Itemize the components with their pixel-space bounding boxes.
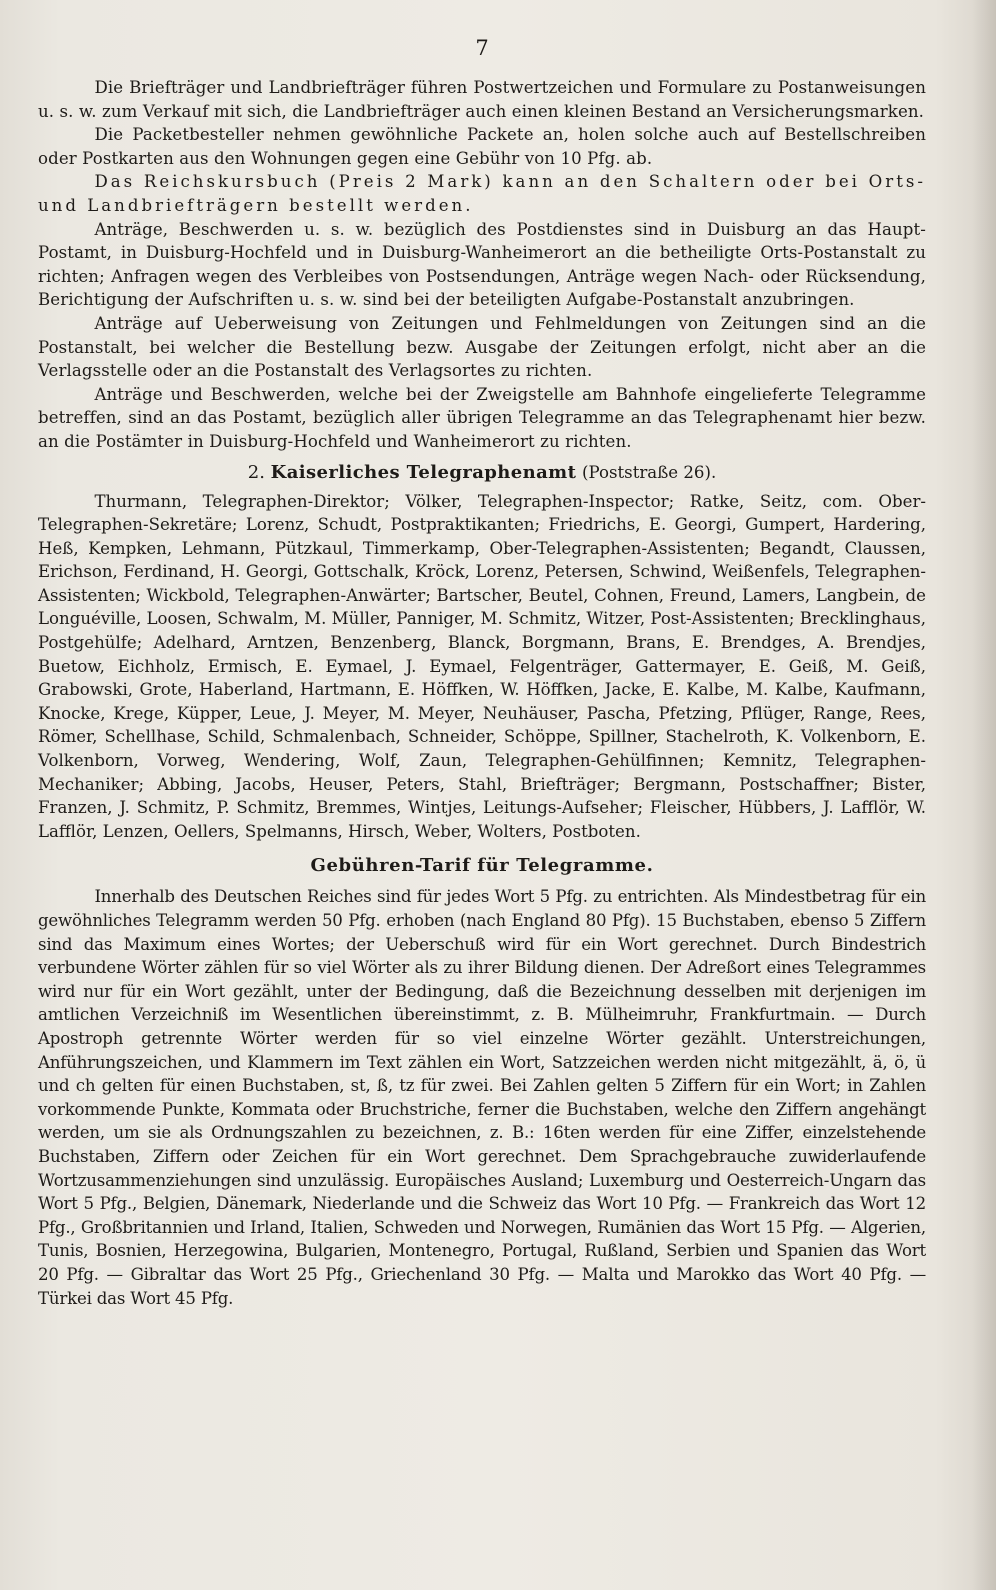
paragraph-postal-complaints: Anträge, Beschwerden u. s. w. bezüglich des Postdienstes sind in Duisburg an das Haupt-Postamt, in Duisburg-Hochfeld und in Duisburg-Wanheimerort an die betheiligte Orts-Postanstalt zu richten; Anfragen wegen des Verbleibes von Postsendungen, Anträge wegen Nach- oder Rücksendung, Berichtigung der Aufschriften u. s. w. sind bei der beteiligten Aufgabe-Postanstalt anzubringen. <box>38 219 926 310</box>
section-heading-telegraph-office <box>38 460 926 486</box>
paragraph-letter-carriers: Die Briefträger und Landbriefträger führen Postwertzeichen und Formulare zu Postanweisungen u. s. w. zum Verkauf mit sich, die Landbriefträger auch einen kleinen Bestand an Versicherungsmarken. <box>38 78 926 121</box>
paragraph-parcel-deliverers: Die Packetbesteller nehmen gewöhnliche Packete an, holen solche auch auf Bestellschreiben oder Postkarten aus den Wohnungen gegen eine Gebühr von 10 Pfg. ab. <box>38 125 926 168</box>
page-edge-shadow <box>972 0 996 1590</box>
section-title: Kaiserliches Telegraphenamt <box>270 461 577 483</box>
tariff-paragraph: Innerhalb des Deutschen Reiches sind für jedes Wort 5 Pfg. zu entrichten. Als Mindestbetrag für ein gewöhnliches Telegramm werden 50 Pfg. erhoben (nach England 80 Pfg). 15 Buchstaben, ebenso 5 Ziffern sind das Maximum eines Wortes; der Ueberschuß wird für ein Wort gerechnet. Durch Bindestrich verbundene Wörter zählen für so viel Wörter als zu ihrer Bildung dienen. Der Adreßort eines Telegrammes wird nur für ein Wort gezählt, unter der Bedingung, daß die Bezeichnung desselben mit derjenigen im amtlichen Verzeichniß im Wesentlichen übereinstimmt, z. B. Mülheimruhr, Frankfurtmain. — Durch Apostroph getrennte Wörter werden für so viel einzelne Wörter gezählt. Unterstreichungen, Anführungszeichen, und Klammern im Text zählen ein Wort, Satzzeichen werden nicht mitgezählt, ä, ö, ü und ch gelten für einen Buchstaben, st, ß, tz für zwei. Bei Zahlen gelten 5 Ziffern für ein Wort; in Zahlen vorkommende Punkte, Kommata oder Bruchstriche, ferner die Buchstaben, welche den Ziffern angehängt werden, um sie als Ordnungszahlen zu bezeichnen, z. B.: 16ten werden für eine Ziffer, einzelstehende Buchstaben, Ziffern oder Zeichen für ein Wort gerechnet. Dem Sprachgebrauche zuwiderlaufende Wortzusammenziehungen sind unzulässig. Europäisches Ausland; Luxemburg und Oesterreich-Ungarn das Wort 5 Pfg., Belgien, Dänemark, Niederlande und die Schweiz das Wort 10 Pfg. — Frankreich das Wort 12 Pfg., Großbritannien und Irland, Italien, Schweden und Norwegen, Rumänien das Wort 15 Pfg. — Algerien, Tunis, Bosnien, Herzegowina, Bulgarien, Montenegro, Portugal, Rußland, Serbien und Spanien das Wort 20 Pfg. — Gibraltar das Wort 25 Pfg., Griechenland 30 Pfg. — Malta und Marokko das Wort 40 Pfg. — Türkei das Wort 45 Pfg. <box>38 887 926 1308</box>
section-address: (Poststraße 26). <box>582 462 717 482</box>
paragraph-telegram-complaints: Anträge und Beschwerden, welche bei der Zweigstelle am Bahnhofe eingelieferte Telegramme betreffen, sind an das Postamt, bezüglich aller übrigen Telegramme an das Telegraphenamt hier bezw. an die Postämter in Duisburg-Hochfeld und Wanheimerort zu richten. <box>38 384 926 451</box>
paragraph-newspaper-requests: Anträge auf Ueberweisung von Zeitungen und Fehlmeldungen von Zeitungen sind an die Postanstalt, bei welcher die Bestellung bezw. Ausgabe der Zeitungen erfolgt, nicht aber an die Verlagsstelle oder an die Postanstalt des Verlagsortes zu richten. <box>38 313 926 381</box>
page-number: 7 <box>475 36 489 60</box>
staff-list: Thurmann, Telegraphen-Direktor; Völker, Telegraphen-Inspector; Ratke, Seitz, com. Ober-Telegraphen-Sekretäre; Lorenz, Schudt, Postpraktikanten; Friedrichs, E. Georgi, Gumpert, Hardering, Heß, Kempken, Lehmann, Pützkaul, Timmerkamp, Ober-Telegraphen-Assistenten; Begandt, Claussen, Erichson, Ferdinand, H. Georgi, Gottschalk, Kröck, Lorenz, Petersen, Schwind, Weißenfels, Telegraphen-Assistenten; Wickbold, Telegraphen-Anwärter; Bartscher, Beutel, Cohnen, Freund, Lamers, Langbein, de Longuéville, Loosen, Schwalm, M. Müller, Panniger, M. Schmitz, Witzer, Post-Assistenten; Brecklinghaus, Postgehülfe; Adelhard, Arntzen, Benzenberg, Blanck, Borgmann, Brans, E. Brendges, A. Brendjes, Buetow, Eichholz, Ermisch, E. Eymael, J. Eymael, Felgenträger, Gattermayer, E. Geiß, M. Geiß, Grabowski, Grote, Haberland, Hartmann, E. Höffken, W. Höffken, Jacke, E. Kalbe, M. Kalbe, Kaufmann, Knocke, Krege, Küpper, Leue, J. Meyer, M. Meyer, Neuhäuser, Pascha, Pfetzing, Pflüger, Range, Rees, Römer, Schellhase, Schild, Schmalenbach, Schneider, Schöppe, Spillner, Stachelroth, K. Volkenborn, E. Volkenborn, Vorweg, Wendering, Wolf, Zaun, Telegraphen-Gehülfinnen; Kemnitz, Telegraphen-Mechaniker; Abbing, Jacobs, Heuser, Peters, Stahl, Briefträger; Bergmann, Postschaffner; Bister, Franzen, J. Schmitz, P. Schmitz, Bremmes, Wintjes, Leitungs-Aufseher; Fleischer, Hübbers, J. Lafflör, W. Lafflör, Lenzen, Oellers, Spelmanns, Hirsch, Weber, Wolters, Postboten. <box>38 491 926 841</box>
paragraph-reichskursbuch: Das Reichskursbuch (Preis 2 Mark) kann an den Schaltern oder bei Orts- und Landbriefträgern bestellt werden. <box>38 172 926 215</box>
section-number: 2. <box>247 461 265 483</box>
tariff-heading: Gebühren-Tarif für Telegramme. <box>310 855 654 877</box>
